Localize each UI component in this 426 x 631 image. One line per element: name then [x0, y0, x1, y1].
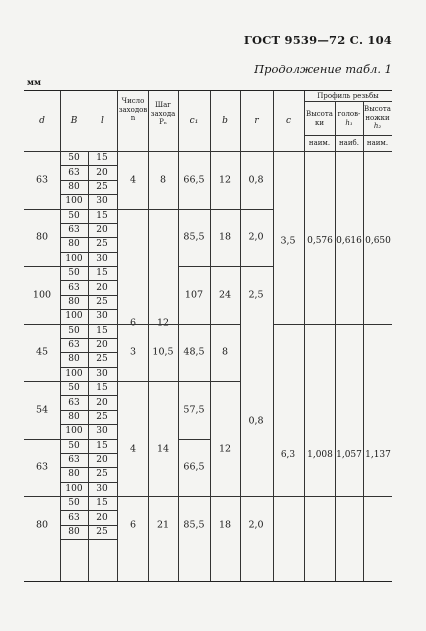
cell-l: 30: [96, 483, 108, 494]
cell-l: 15: [96, 383, 108, 394]
cell-b: 12: [218, 443, 232, 455]
cell-d: 54: [35, 404, 49, 416]
cell-l: 25: [96, 411, 108, 422]
cell-B: 50: [68, 325, 80, 336]
cell-B: 80: [68, 469, 80, 480]
cell-B: 63: [68, 340, 80, 351]
cell-p: 21: [156, 519, 170, 531]
cell-b: 18: [218, 231, 232, 243]
cell-c1: 85,5: [183, 519, 205, 531]
cell-l: 20: [96, 225, 108, 236]
col-pitch: Шаг захода Pₙ: [150, 101, 176, 126]
cell-l: 15: [96, 498, 108, 509]
cell-B: 100: [65, 483, 83, 494]
cell-b: 12: [218, 174, 232, 186]
cell-B: 50: [68, 268, 80, 279]
cell-r: 2,5: [248, 289, 264, 301]
col-c1: c₁: [189, 116, 199, 126]
cell-B: 100: [65, 196, 83, 207]
col-naim1: наим.: [308, 139, 331, 147]
cell-B: 100: [65, 368, 83, 379]
cell-l: 25: [96, 181, 108, 192]
cell-c1: 57,5: [183, 404, 205, 416]
cell-l: 15: [96, 210, 108, 221]
cell-l: 15: [96, 268, 108, 279]
cell-B: 50: [68, 440, 80, 451]
cell-p: 12: [156, 317, 170, 329]
cell-B: 80: [68, 239, 80, 250]
cell-l: 30: [96, 311, 108, 322]
col-l: l: [101, 116, 104, 126]
cell-c1: 66,5: [183, 461, 205, 473]
cell-d: 45: [35, 346, 49, 358]
cell-r: 2,0: [248, 519, 264, 531]
col-profile: Профиль резьбы: [317, 92, 379, 100]
cell-B: 63: [68, 512, 80, 523]
cell-h1: 1,057: [336, 450, 362, 460]
cell-d: 63: [35, 174, 49, 186]
cell-l: 15: [96, 440, 108, 451]
cell-c1: 48,5: [183, 346, 205, 358]
cell-B: 80: [68, 296, 80, 307]
cell-l: 15: [96, 153, 108, 164]
col-naim2: наим.: [366, 139, 389, 147]
cell-l: 30: [96, 196, 108, 207]
col-naib: наиб.: [339, 139, 359, 147]
col-c: c: [285, 116, 292, 126]
cell-c: 6,3: [280, 450, 296, 460]
col-B: B: [70, 116, 78, 126]
cell-l: 20: [96, 282, 108, 293]
cell-B: 80: [68, 526, 80, 537]
cell-p: 8: [159, 174, 167, 186]
page-header: ГОСТ 9539—72 С. 104: [243, 33, 392, 47]
cell-B: 63: [68, 167, 80, 178]
cell-r: 0,8: [248, 174, 264, 186]
cell-d: 80: [35, 231, 49, 243]
cell-B: 100: [65, 311, 83, 322]
cell-l: 20: [96, 455, 108, 466]
col-height: Высота ки: [306, 110, 333, 127]
cell-b: 18: [218, 519, 232, 531]
cell-r: 2,0: [248, 231, 264, 243]
cell-l: 30: [96, 253, 108, 264]
cell-n: 4: [129, 174, 137, 186]
col-h2: h₂: [373, 122, 382, 130]
cell-d: 100: [32, 289, 52, 301]
cell-l: 15: [96, 325, 108, 336]
data-table: [24, 90, 392, 582]
cell-n: 6: [129, 519, 137, 531]
cell-h: 1,008: [307, 450, 333, 460]
cell-B: 100: [65, 426, 83, 437]
cell-d: 63: [35, 461, 49, 473]
cell-B: 63: [68, 282, 80, 293]
cell-n: 3: [129, 346, 137, 358]
cell-h2: 0,650: [365, 236, 391, 246]
cell-l: 30: [96, 426, 108, 437]
col-knife: Высота ножки: [364, 105, 391, 122]
cell-B: 50: [68, 153, 80, 164]
cell-h1: 0,616: [336, 236, 362, 246]
table-continuation: Продолжение табл. 1: [254, 62, 392, 76]
cell-l: 20: [96, 512, 108, 523]
col-head: голов- h₁: [337, 110, 361, 127]
cell-B: 50: [68, 210, 80, 221]
cell-p: 10,5: [152, 346, 174, 358]
cell-B: 50: [68, 383, 80, 394]
col-b: b: [222, 116, 228, 126]
cell-B: 80: [68, 411, 80, 422]
cell-B: 50: [68, 498, 80, 509]
cell-p: 14: [156, 443, 170, 455]
cell-B: 63: [68, 225, 80, 236]
cell-l: 30: [96, 368, 108, 379]
cell-n: 4: [129, 443, 137, 455]
cell-b: 8: [221, 346, 229, 358]
cell-l: 25: [96, 239, 108, 250]
cell-c1: 107: [184, 289, 204, 301]
cell-h: 0,576: [307, 236, 333, 246]
cell-l: 20: [96, 167, 108, 178]
cell-l: 25: [96, 354, 108, 365]
cell-h2: 1,137: [365, 450, 391, 460]
col-r: r: [254, 116, 259, 126]
cell-b: 24: [218, 289, 232, 301]
cell-B: 63: [68, 397, 80, 408]
cell-d: 80: [35, 519, 49, 531]
cell-B: 100: [65, 253, 83, 264]
cell-c1: 85,5: [183, 231, 205, 243]
cell-l: 25: [96, 469, 108, 480]
col-d: d: [39, 116, 45, 126]
cell-B: 80: [68, 181, 80, 192]
cell-B: 63: [68, 455, 80, 466]
cell-r: 0,8: [248, 415, 264, 427]
col-starts: Число заходов n: [118, 97, 148, 122]
cell-n: 6: [129, 317, 137, 329]
cell-l: 20: [96, 340, 108, 351]
cell-l: 25: [96, 526, 108, 537]
cell-c1: 66,5: [183, 174, 205, 186]
unit-label: мм: [27, 77, 41, 87]
cell-B: 80: [68, 354, 80, 365]
cell-c: 3,5: [280, 235, 296, 247]
cell-l: 20: [96, 397, 108, 408]
cell-l: 25: [96, 296, 108, 307]
